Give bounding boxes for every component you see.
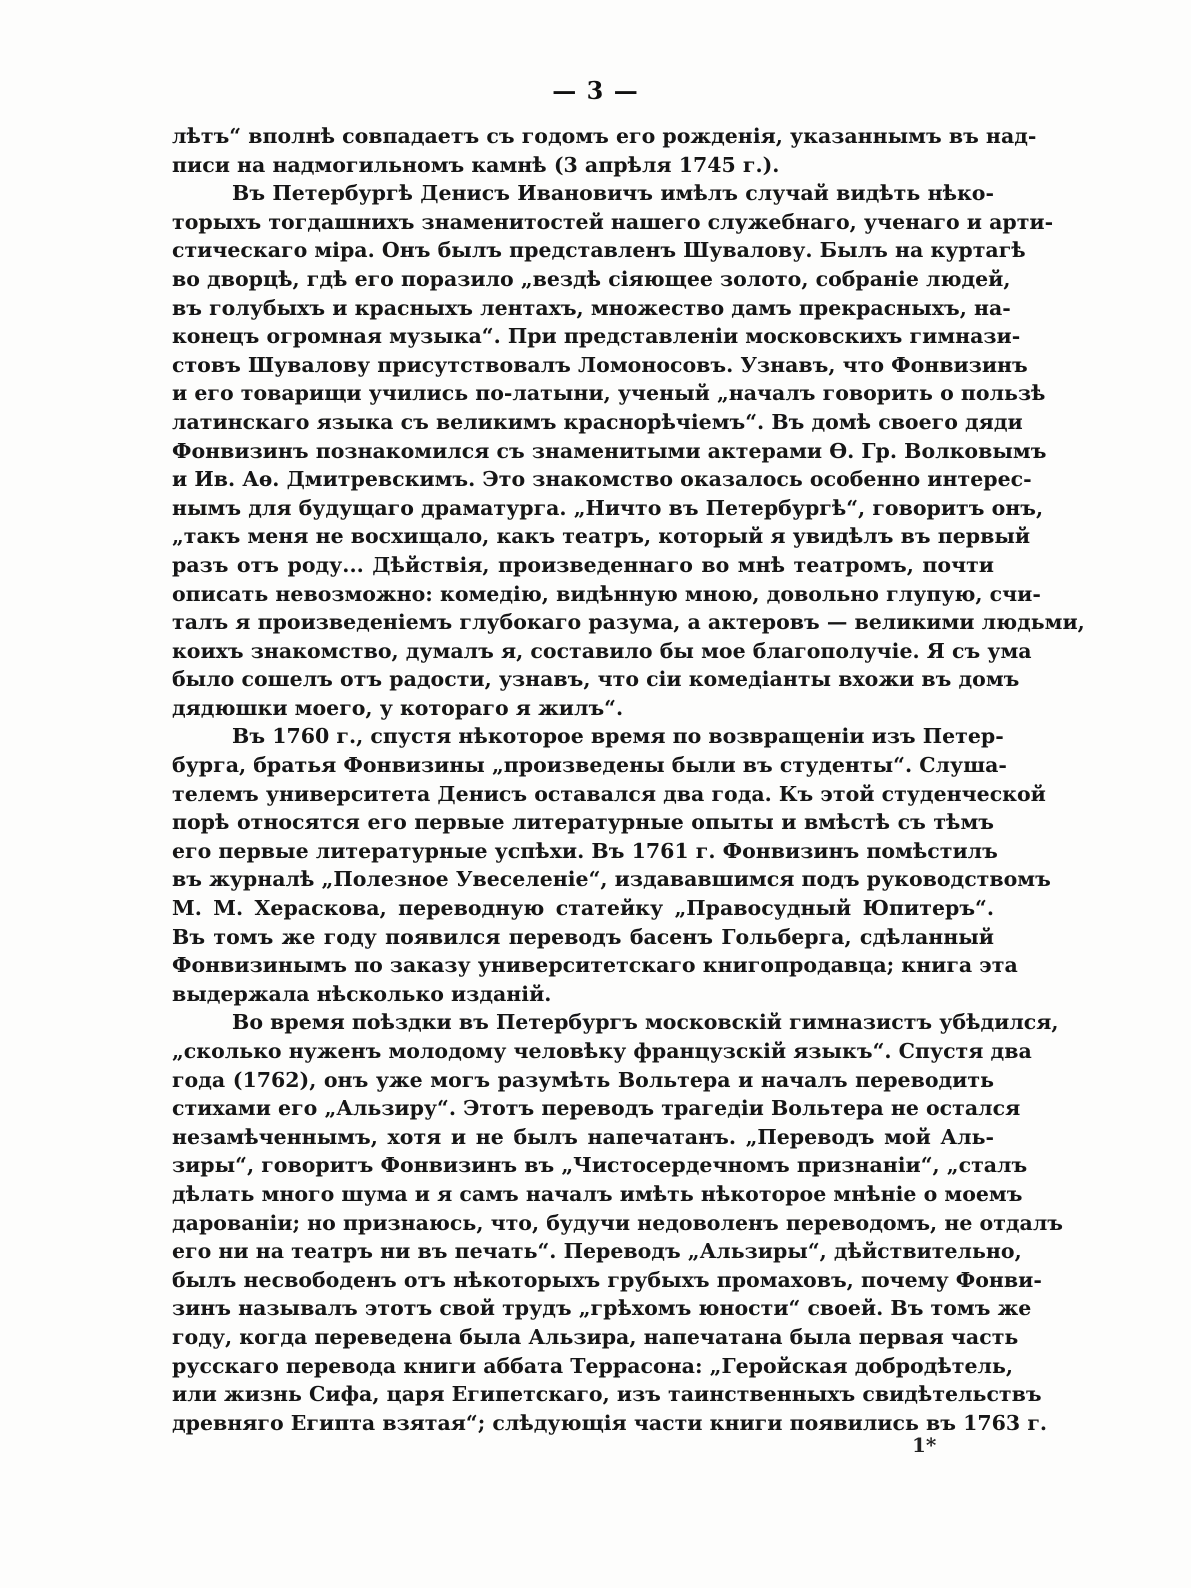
text-line: или жизнь Сифа, царя Египетскаго, изъ таинственныхъ свидѣтельствъ <box>172 1382 1042 1407</box>
text-line: М. М. Хераскова, переводную статейку „Правосудный Юпитеръ“. <box>172 896 994 921</box>
page-number: — 3 — <box>552 76 639 105</box>
text-line: талъ я произведеніемъ глубокаго разума, а актеровъ — великими людьми, <box>172 610 1085 635</box>
text-line: Фонвизинъ познакомился съ знаменитыми актерами Ѳ. Гр. Волковымъ <box>172 438 1047 463</box>
text-line: во дворцѣ, гдѣ его поразило „вездѣ сіяющее золото, собраніе людей, <box>172 266 1011 291</box>
body-text <box>172 122 1085 1437</box>
text-line: и Ив. Аѳ. Дмитревскимъ. Это знакомство оказалось особенно интерес- <box>172 467 1032 492</box>
text-line: порѣ относятся его первые литературные опыты и вмѣстѣ съ тѣмъ <box>172 810 994 835</box>
text-line: Фонвизинымъ по заказу университетскаго книгопродавца; книга эта <box>172 953 1018 978</box>
text-line: бурга, братья Фонвизины „произведены были въ студенты“. Слуша- <box>172 753 1007 778</box>
text-line: древняго Египта взятая“; слѣдующія части книги появились въ 1763 г. <box>172 1410 1048 1435</box>
text-line: описать невозможно: комедію, видѣнную мною, довольно глупую, счи- <box>172 581 1041 606</box>
text-line: латинскаго языка съ великимъ краснорѣчіемъ“. Въ домѣ своего дяди <box>172 409 1023 434</box>
text-line: и его товарищи учились по-латыни, ученый „началъ говорить о пользѣ <box>172 381 1046 406</box>
text-line: „сколько нуженъ молодому человѣку французскій языкъ“. Спустя два <box>172 1039 1032 1063</box>
text-line: дядюшки моего, у котораго я жилъ“. <box>172 695 624 720</box>
text-line: торыхъ тогдашнихъ знаменитостей нашего служебнаго, ученаго и арти- <box>172 209 1054 234</box>
text-line: въ голубыхъ и красныхъ лентахъ, множество дамъ прекрасныхъ, на- <box>172 295 1011 320</box>
text-line: было сошелъ отъ радости, узнавъ, что сіи комедіанты вхожи въ домъ <box>172 667 1020 692</box>
text-line: Въ 1760 г., спустя нѣкоторое время по возвращеніи изъ Петер- <box>232 724 1004 749</box>
text-line: зинъ называлъ этотъ свой трудъ „грѣхомъ юности“ своей. Въ томъ же <box>172 1296 1032 1321</box>
text-line: Въ томъ же году появился переводъ басенъ Гольберга, сдѣланный <box>172 924 994 949</box>
text-line: стихами его „Альзиру“. Этотъ переводъ трагедіи Вольтера не остался <box>172 1096 1021 1121</box>
text-line: зиры“, говоритъ Фонвизинъ въ „Чистосердечномъ признаніи“, „сталъ <box>172 1153 1028 1178</box>
text-line: былъ несвободенъ отъ нѣкоторыхъ грубыхъ промаховъ, почему Фонви- <box>172 1267 1042 1292</box>
text-line: Во время поѣздки въ Петербургъ московскій гимназистъ убѣдился, <box>232 1010 1059 1035</box>
paragraph <box>172 1008 1064 1437</box>
text-line: дарованіи; но признаюсь, что, будучи недоволенъ переводомъ, не отдалъ <box>172 1210 1064 1235</box>
paragraph <box>172 722 1051 1008</box>
text-line: русскаго перевода книги аббата Террасона: „Геройская добродѣтель, <box>172 1353 1014 1378</box>
text-line: года (1762), онъ уже могъ разумѣть Вольтера и началъ переводить <box>172 1067 994 1092</box>
signature-mark: 1* <box>912 1433 937 1457</box>
text-line: лѣтъ“ вполнѣ совпадаетъ съ годомъ его рожденія, указаннымъ въ над- <box>172 124 1037 148</box>
text-line: въ журналѣ „Полезное Увеселеніе“, издававшимся подъ руководствомъ <box>172 867 1051 892</box>
text-line: телемъ университета Денисъ оставался два года. Къ этой студенческой <box>172 781 1046 806</box>
paragraph <box>172 122 1037 179</box>
text-line: Въ Петербургѣ Денисъ Ивановичъ имѣлъ случай видѣть нѣко- <box>232 181 994 206</box>
text-line: незамѣченнымъ, хотя и не былъ напечатанъ. „Переводъ мой Аль- <box>172 1124 994 1149</box>
text-line: писи на надмогильномъ камнѣ (3 апрѣля 1745 г.). <box>172 152 780 177</box>
paragraph <box>172 179 1085 722</box>
text-line: коихъ знакомство, думалъ я, составило бы мое благополучіе. Я съ ума <box>172 638 1032 663</box>
text-line: конецъ огромная музыка“. При представленіи московскихъ гимнази- <box>172 324 1021 349</box>
text-line: „такъ меня не восхищало, какъ театръ, который я увидѣлъ въ первый <box>172 524 1031 549</box>
text-line: стовъ Шувалову присутствовалъ Ломоносовъ. Узнавъ, что Фонвизинъ <box>172 352 1028 377</box>
text-line: нымъ для будущаго драматурга. „Ничто въ Петербургѣ“, говоритъ онъ, <box>172 495 1044 520</box>
text-line: выдержала нѣсколько изданій. <box>172 981 552 1006</box>
text-line: разъ отъ роду... Дѣйствія, произведеннаго во мнѣ театромъ, почти <box>172 552 994 577</box>
text-line: его ни на театръ ни въ печать“. Переводъ „Альзиры“, дѣйствительно, <box>172 1239 1022 1264</box>
text-line: дѣлать много шума и я самъ началъ имѣть нѣкоторое мнѣніе о моемъ <box>172 1181 1023 1206</box>
text-line: году, когда переведена была Альзира, напечатана была первая часть <box>172 1324 1019 1349</box>
text-line: его первые литературные успѣхи. Въ 1761 г. Фонвизинъ помѣстилъ <box>172 838 998 863</box>
text-line: стическаго міра. Онъ былъ представленъ Шувалову. Былъ на куртагѣ <box>172 238 1026 263</box>
